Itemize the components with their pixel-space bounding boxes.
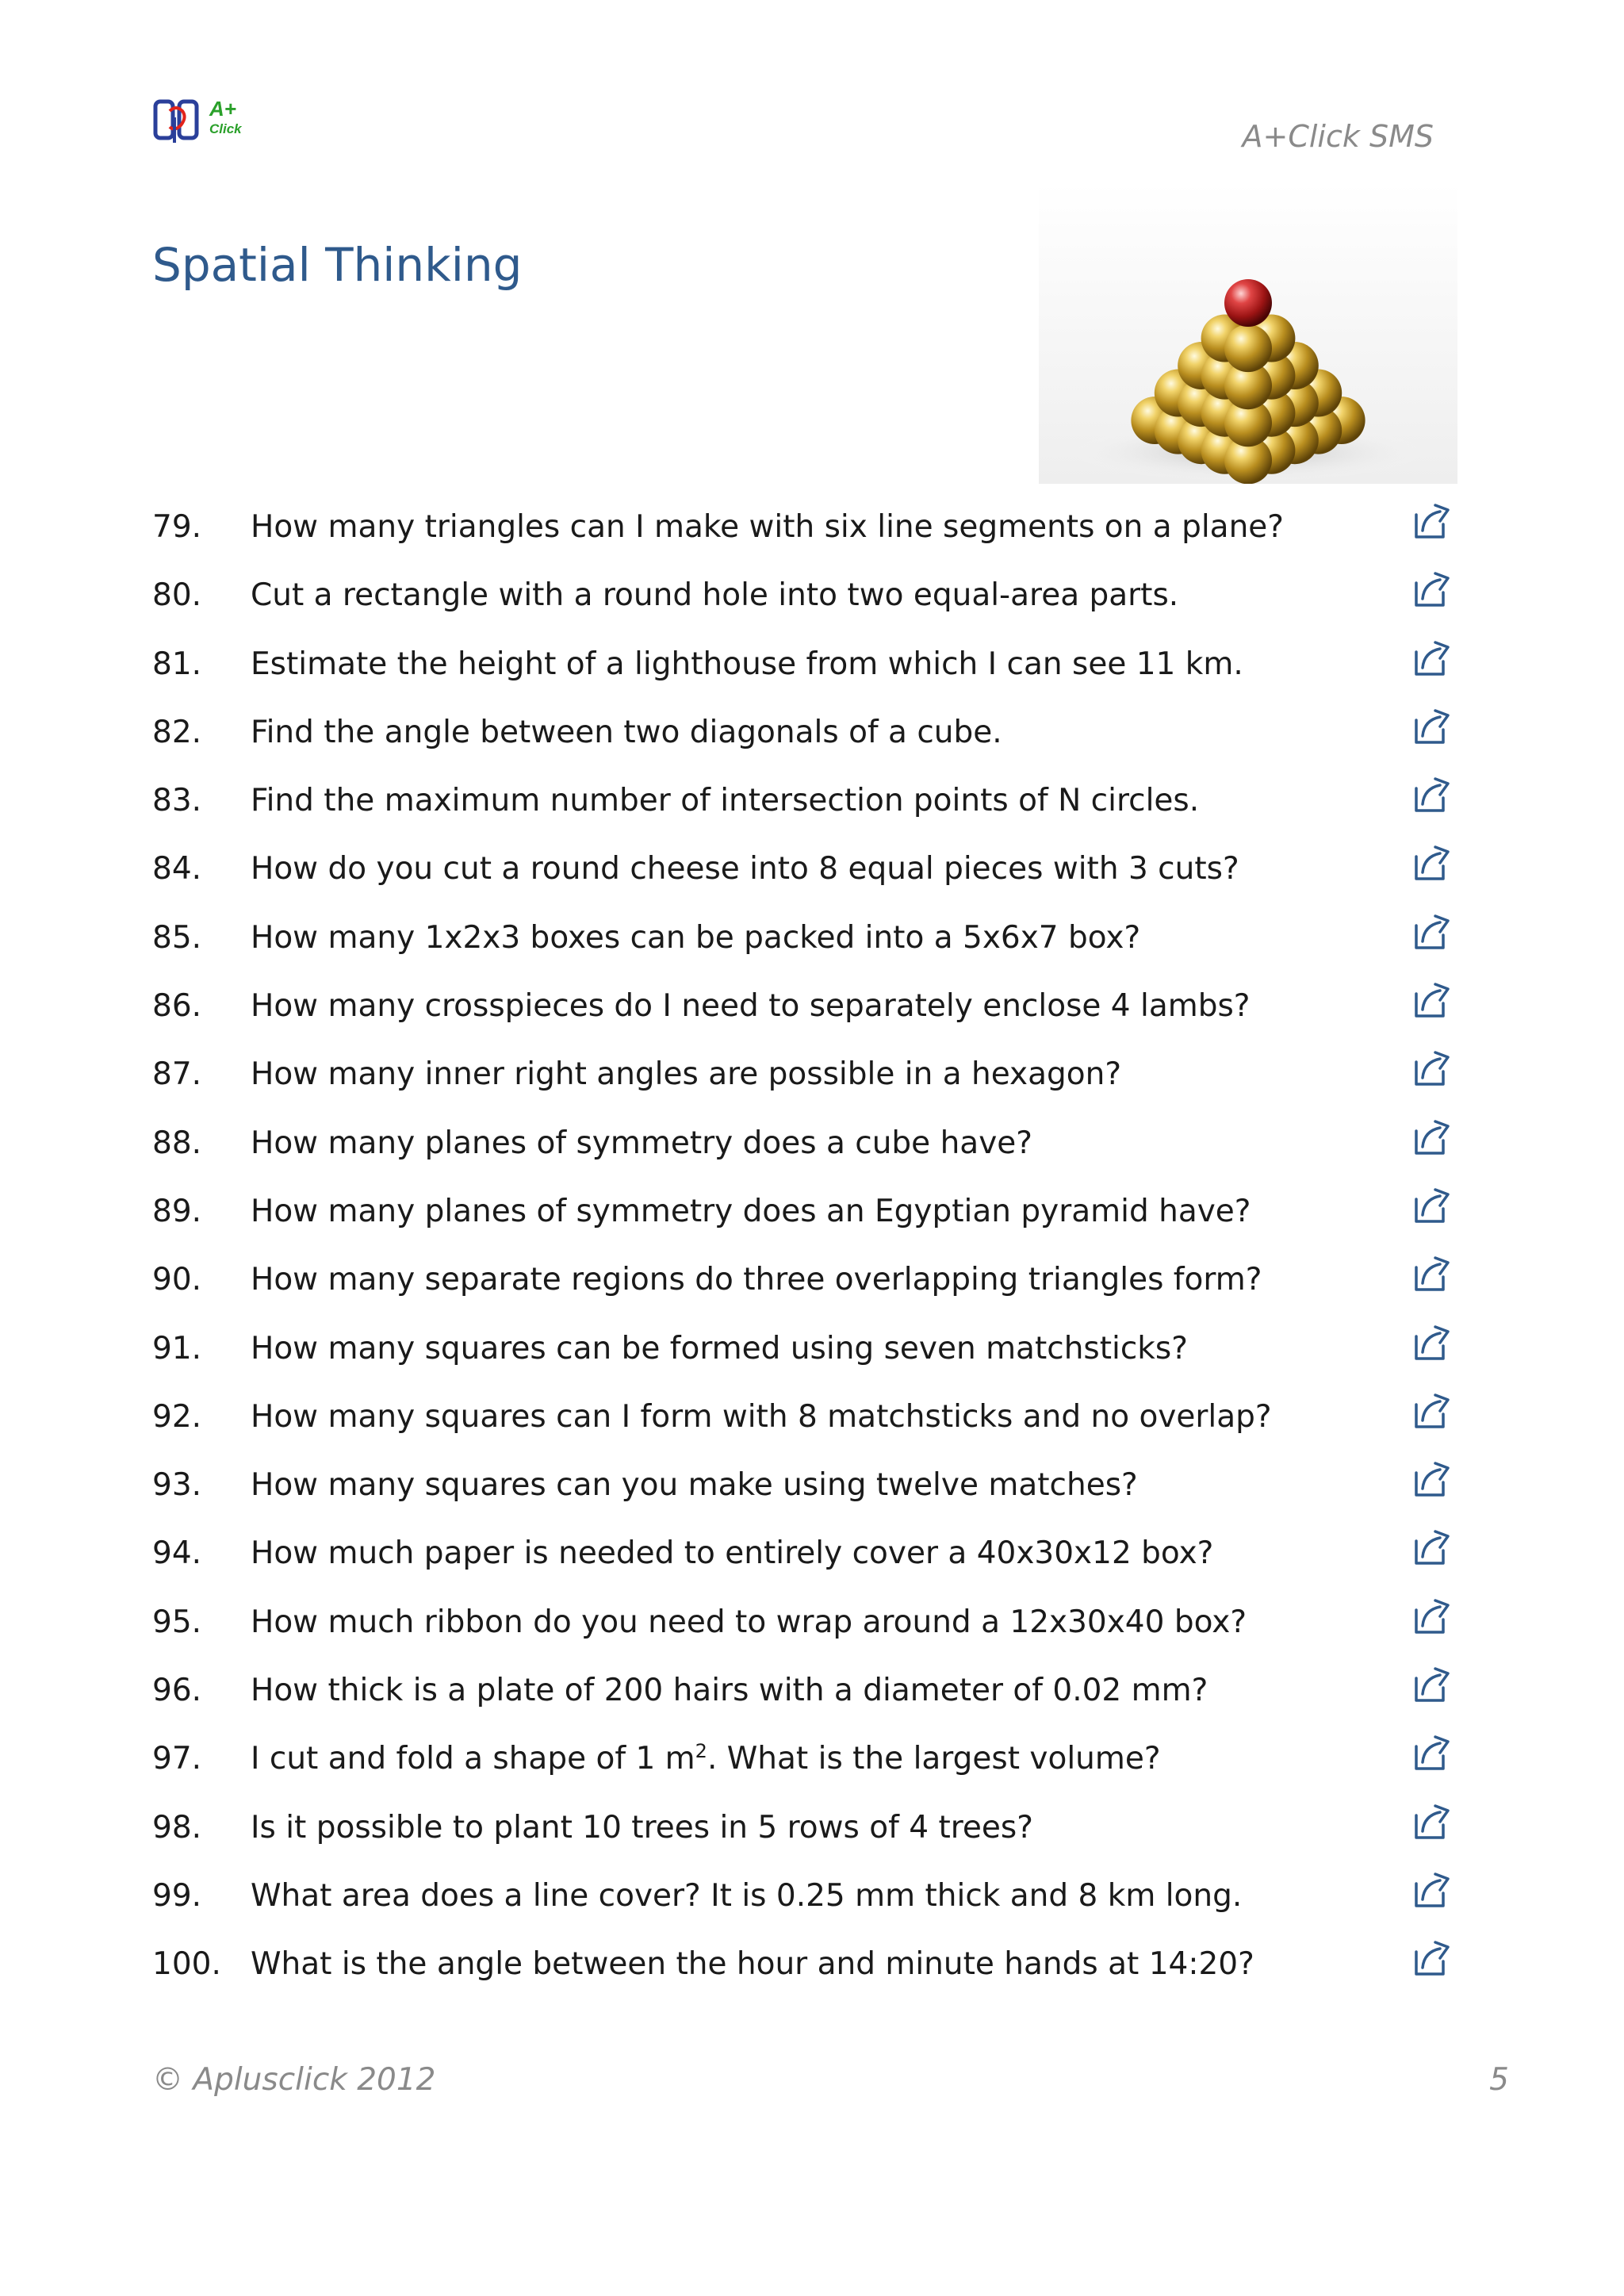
logo-text-bottom: Click <box>209 121 242 136</box>
question-number: 84. <box>152 851 202 887</box>
question-text: How many inner right angles are possible in a hexagon? <box>251 1056 1122 1093</box>
question-text: Find the maximum number of intersection points of N circles. <box>251 783 1200 819</box>
question-item <box>152 1178 1461 1246</box>
external-link-icon[interactable] <box>1411 703 1453 745</box>
external-link-icon[interactable] <box>1411 1867 1453 1908</box>
logo-text-top: A+ <box>209 97 236 121</box>
external-link-icon[interactable] <box>1411 977 1453 1018</box>
question-item <box>152 699 1461 767</box>
question-number: 82. <box>152 714 202 750</box>
question-item <box>152 1315 1461 1383</box>
external-link-icon[interactable] <box>1411 909 1453 950</box>
question-item <box>152 1725 1461 1793</box>
question-number: 96. <box>152 1673 202 1709</box>
question-number: 91. <box>152 1330 202 1366</box>
external-link-icon[interactable] <box>1411 635 1453 677</box>
external-link-icon[interactable] <box>1411 566 1453 608</box>
question-text: How many 1x2x3 boxes can be packed into a 5x6x7 box? <box>251 919 1141 956</box>
question-item <box>152 493 1461 562</box>
question-item <box>152 1110 1461 1178</box>
external-link-icon[interactable] <box>1411 1114 1453 1156</box>
external-link-icon[interactable] <box>1411 840 1453 881</box>
question-text: Cut a rectangle with a round hole into two equal-area parts. <box>251 577 1179 614</box>
question-item <box>152 904 1461 972</box>
question-text <box>251 1725 1161 1793</box>
question-number: 83. <box>152 783 202 819</box>
question-text: What area does a line cover? It is 0.25 mm thick and 8 km long. <box>251 1877 1243 1914</box>
question-item <box>152 1520 1461 1588</box>
question-number: 100. <box>152 1946 221 1983</box>
page-number: 5 <box>1489 2062 1509 2098</box>
question-number: 79. <box>152 509 202 545</box>
question-item <box>152 1862 1461 1930</box>
question-number: 90. <box>152 1262 202 1298</box>
copyright: © Aplusclick 2012 <box>152 2062 436 2098</box>
logo-text <box>209 98 242 136</box>
question-item <box>152 1041 1461 1109</box>
question-item <box>152 1589 1461 1657</box>
question-number: 98. <box>152 1809 202 1846</box>
question-text: Find the angle between two diagonals of a cube. <box>251 714 1002 750</box>
question-number: 95. <box>152 1604 202 1640</box>
question-text: How many squares can I form with 8 matchsticks and no overlap? <box>251 1398 1272 1435</box>
question-item <box>152 1246 1461 1314</box>
question-text: Estimate the height of a lighthouse from which I can see 11 km. <box>251 646 1243 682</box>
question-item <box>152 562 1461 630</box>
question-text: How do you cut a round cheese into 8 equal pieces with 3 cuts? <box>251 851 1239 887</box>
question-number: 93. <box>152 1467 202 1504</box>
external-link-icon[interactable] <box>1411 1662 1453 1703</box>
question-text: How many planes of symmetry does a cube have? <box>251 1125 1032 1161</box>
question-text: How many planes of symmetry does an Egyptian pyramid have? <box>251 1193 1251 1229</box>
external-link-icon[interactable] <box>1411 1251 1453 1292</box>
question-number: 86. <box>152 988 202 1025</box>
question-text: How thick is a plate of 200 hairs with a diameter of 0.02 mm? <box>251 1673 1208 1709</box>
sphere-pyramid-image <box>1039 182 1457 484</box>
question-number: 87. <box>152 1056 202 1093</box>
question-item <box>152 1383 1461 1451</box>
question-text: What is the angle between the hour and minute hands at 14:20? <box>251 1946 1254 1983</box>
external-link-icon[interactable] <box>1411 1456 1453 1497</box>
question-text: How many crosspieces do I need to separately enclose 4 lambs? <box>251 988 1251 1025</box>
question-text-part: I cut and fold a shape of 1 m <box>251 1741 695 1777</box>
superscript: 2 <box>695 1740 707 1763</box>
question-number: 81. <box>152 646 202 682</box>
question-number: 94. <box>152 1535 202 1572</box>
external-link-icon[interactable] <box>1411 772 1453 813</box>
question-text-part: . What is the largest volume? <box>707 1741 1161 1777</box>
question-item <box>152 835 1461 903</box>
question-text: How many triangles can I make with six line segments on a plane? <box>251 509 1284 545</box>
brand-name: A+Click SMS <box>1242 119 1434 154</box>
question-item <box>152 972 1461 1041</box>
question-item <box>152 1930 1461 1999</box>
question-text: How many separate regions do three overlapping triangles form? <box>251 1262 1262 1298</box>
question-number: 99. <box>152 1877 202 1914</box>
gold-sphere <box>1224 324 1272 372</box>
red-sphere <box>1224 279 1272 327</box>
question-item <box>152 1794 1461 1862</box>
question-text: How many squares can you make using twelve matches? <box>251 1467 1138 1504</box>
external-link-icon[interactable] <box>1411 1593 1453 1635</box>
external-link-icon[interactable] <box>1411 1524 1453 1566</box>
question-list <box>152 493 1461 1999</box>
question-item <box>152 1657 1461 1725</box>
external-link-icon[interactable] <box>1411 498 1453 539</box>
question-item <box>152 1451 1461 1520</box>
question-number: 97. <box>152 1741 202 1777</box>
question-number: 88. <box>152 1125 202 1161</box>
question-text: Is it possible to plant 10 trees in 5 rows of 4 trees? <box>251 1809 1033 1846</box>
external-link-icon[interactable] <box>1411 1935 1453 1976</box>
question-number: 89. <box>152 1193 202 1229</box>
external-link-icon[interactable] <box>1411 1045 1453 1087</box>
external-link-icon[interactable] <box>1411 1799 1453 1840</box>
external-link-icon[interactable] <box>1411 1182 1453 1224</box>
question-text: How many squares can be formed using seven matchsticks? <box>251 1330 1188 1366</box>
external-link-icon[interactable] <box>1411 1320 1453 1361</box>
external-link-icon[interactable] <box>1411 1730 1453 1771</box>
question-number: 80. <box>152 577 202 614</box>
external-link-icon[interactable] <box>1411 1388 1453 1429</box>
question-item <box>152 631 1461 699</box>
page-title: Spatial Thinking <box>152 238 523 292</box>
question-item <box>152 767 1461 835</box>
question-text: How much paper is needed to entirely cover a 40x30x12 box? <box>251 1535 1214 1572</box>
question-number: 92. <box>152 1398 202 1435</box>
question-number: 85. <box>152 919 202 956</box>
question-text: How much ribbon do you need to wrap around a 12x30x40 box? <box>251 1604 1247 1640</box>
